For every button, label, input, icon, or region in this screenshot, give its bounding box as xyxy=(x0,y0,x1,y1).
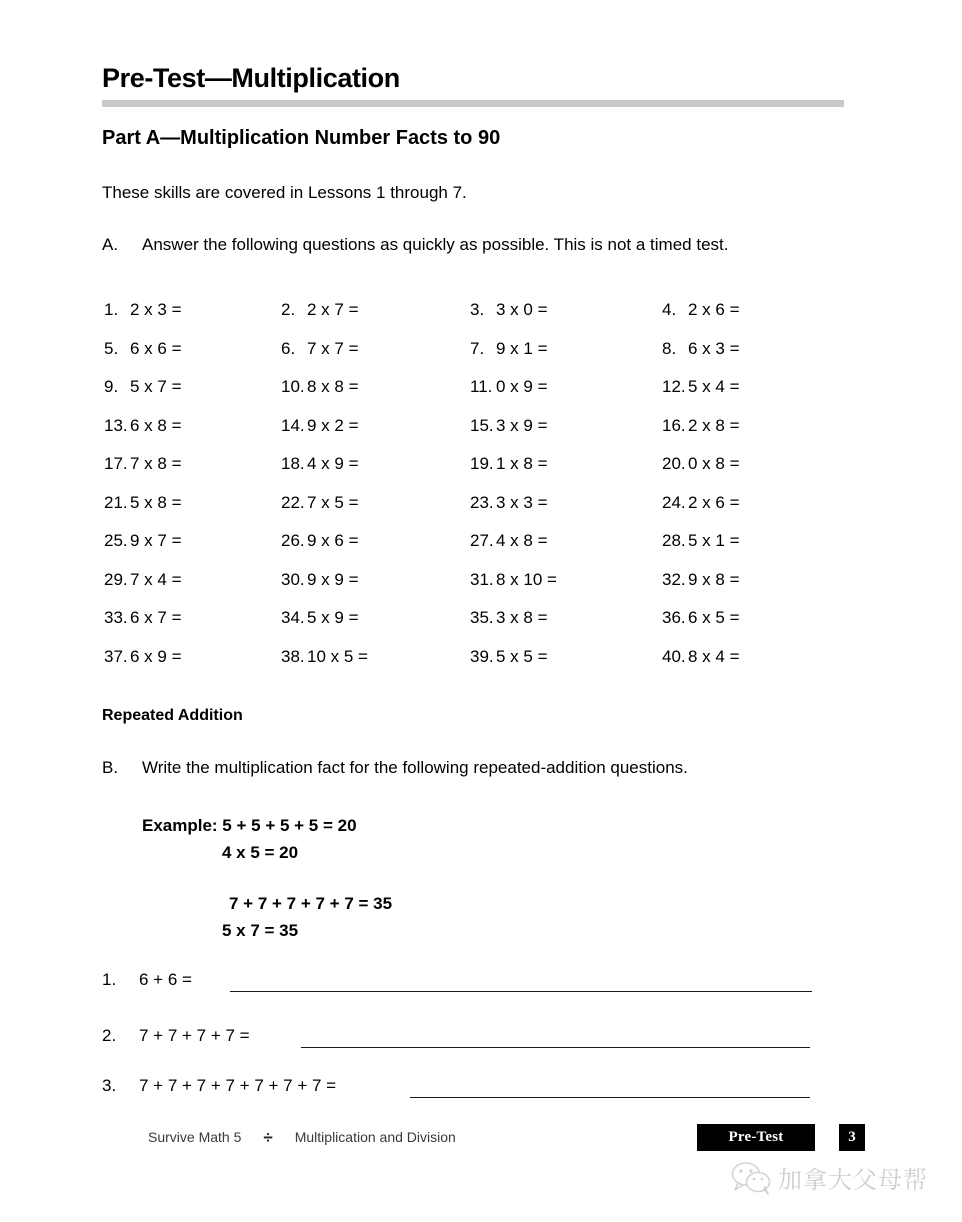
instruction-b-letter: B. xyxy=(102,758,119,777)
footer-series-title: Survive Math 5 xyxy=(148,1129,242,1145)
fact-item[interactable] xyxy=(104,570,182,590)
fact-item[interactable] xyxy=(662,416,740,436)
fact-item[interactable] xyxy=(281,300,359,320)
fact-number: 11. xyxy=(470,377,493,396)
fact-number: 29. xyxy=(104,569,128,589)
skills-coverage-note: These skills are covered in Lessons 1 through 7. xyxy=(102,183,467,202)
watermark-text: 加拿大父母帮 xyxy=(778,1166,928,1194)
fact-expression: 5 x 9 = xyxy=(307,608,359,627)
example-addition-line: Example: 5 + 5 + 5 + 5 = 20 xyxy=(142,816,357,835)
fact-number: 15. xyxy=(470,415,494,435)
addition-question-number: 2. xyxy=(102,1026,117,1045)
fact-item[interactable] xyxy=(470,377,548,397)
fact-expression: 6 x 6 = xyxy=(130,338,182,358)
fact-item[interactable] xyxy=(662,300,740,320)
facts-row xyxy=(104,570,864,609)
fact-number: 40. xyxy=(662,646,686,666)
facts-row xyxy=(104,416,864,455)
fact-item[interactable] xyxy=(104,339,182,359)
fact-expression: 0 x 8 = xyxy=(688,454,740,473)
fact-number: 9. xyxy=(104,377,119,396)
instruction-a-text: Answer the following questions as quickly as possible. This is not a timed test. xyxy=(142,235,729,254)
instruction-b xyxy=(102,758,688,778)
fact-item[interactable] xyxy=(470,339,548,359)
footer-topic: Multiplication and Division xyxy=(294,1129,456,1145)
pre-test-badge: Pre-Test xyxy=(697,1124,815,1151)
footer-caption xyxy=(148,1128,456,1148)
fact-item[interactable] xyxy=(104,454,182,474)
fact-number: 27. xyxy=(470,531,494,550)
fact-item[interactable] xyxy=(470,300,548,320)
fact-expression: 3 x 0 = xyxy=(496,300,548,319)
fact-item[interactable] xyxy=(470,647,548,667)
fact-expression: 7 x 7 = xyxy=(307,338,359,358)
fact-item[interactable] xyxy=(104,416,182,436)
addition-question-expression: 7 + 7 + 7 + 7 + 7 + 7 + 7 = xyxy=(139,1076,337,1095)
facts-row xyxy=(104,647,864,686)
fact-expression: 8 x 4 = xyxy=(688,646,740,666)
facts-row xyxy=(104,531,864,570)
fact-expression: 9 x 2 = xyxy=(307,415,359,435)
fact-number: 10. xyxy=(281,377,305,396)
fact-item[interactable] xyxy=(470,608,548,628)
fact-number: 21. xyxy=(104,492,128,512)
fact-expression: 6 x 9 = xyxy=(130,646,182,666)
fact-expression: 5 x 4 = xyxy=(688,377,740,396)
fact-number: 22. xyxy=(281,492,305,512)
fact-number: 8. xyxy=(662,338,677,358)
answer-blank-line[interactable] xyxy=(410,1097,810,1098)
example-spacer xyxy=(142,866,392,890)
multiplication-facts-grid xyxy=(104,300,864,685)
fact-number: 26. xyxy=(281,531,305,550)
fact-item[interactable] xyxy=(470,416,548,436)
addition-question-row xyxy=(102,1076,336,1096)
facts-row xyxy=(104,339,864,378)
fact-number: 2. xyxy=(281,300,296,319)
answer-blank-line[interactable] xyxy=(301,1047,810,1048)
fact-expression: 9 x 7 = xyxy=(130,531,182,550)
fact-expression: 6 x 8 = xyxy=(130,415,182,435)
fact-number: 18. xyxy=(281,454,305,473)
addition-question-number: 3. xyxy=(102,1076,117,1095)
fact-expression: 0 x 9 = xyxy=(496,377,548,396)
fact-number: 12. xyxy=(662,377,686,396)
fact-item[interactable] xyxy=(104,493,182,513)
fact-number: 20. xyxy=(662,454,686,473)
fact-item[interactable] xyxy=(281,493,359,513)
fact-item[interactable] xyxy=(662,531,740,551)
divide-icon: ÷ xyxy=(263,1128,273,1147)
addition-question-expression: 6 + 6 = xyxy=(139,970,192,989)
fact-item[interactable] xyxy=(281,531,359,551)
fact-number: 25. xyxy=(104,531,128,550)
fact-expression: 5 x 7 = xyxy=(130,377,182,396)
fact-expression: 8 x 10 = xyxy=(496,569,557,589)
fact-expression: 5 x 8 = xyxy=(130,492,182,512)
example-multiplication-line-2: 5 x 7 = 35 xyxy=(222,921,299,940)
fact-expression: 9 x 1 = xyxy=(496,338,548,358)
fact-expression: 2 x 8 = xyxy=(688,415,740,435)
fact-item[interactable] xyxy=(470,493,548,513)
fact-item[interactable] xyxy=(281,339,359,359)
fact-item[interactable] xyxy=(281,570,359,590)
fact-expression: 5 x 1 = xyxy=(688,531,740,550)
fact-item[interactable] xyxy=(662,493,740,513)
fact-expression: 7 x 5 = xyxy=(307,492,359,512)
fact-number: 33. xyxy=(104,608,128,627)
fact-item[interactable] xyxy=(662,339,740,359)
fact-number: 1. xyxy=(104,300,119,319)
fact-number: 37. xyxy=(104,646,128,666)
addition-question-number: 1. xyxy=(102,970,117,989)
fact-number: 28. xyxy=(662,531,686,550)
example-block xyxy=(142,812,392,944)
fact-expression: 8 x 8 = xyxy=(307,377,359,396)
fact-number: 32. xyxy=(662,569,686,589)
fact-expression: 4 x 9 = xyxy=(307,454,359,473)
instruction-b-text: Write the multiplication fact for the following repeated-addition questions. xyxy=(142,758,688,777)
fact-expression: 9 x 6 = xyxy=(307,531,359,550)
fact-expression: 6 x 7 = xyxy=(130,608,182,627)
facts-row xyxy=(104,300,864,339)
fact-item[interactable] xyxy=(470,454,548,474)
fact-number: 30. xyxy=(281,569,305,589)
fact-item[interactable] xyxy=(662,377,740,397)
facts-row xyxy=(104,493,864,532)
fact-number: 24. xyxy=(662,492,686,512)
addition-question-row xyxy=(102,970,192,990)
title-rule-divider xyxy=(102,100,844,107)
fact-item[interactable] xyxy=(104,300,182,320)
facts-row xyxy=(104,377,864,416)
fact-item[interactable] xyxy=(470,570,557,590)
fact-item[interactable] xyxy=(104,531,182,551)
fact-expression: 2 x 7 = xyxy=(307,300,359,319)
fact-item[interactable] xyxy=(104,377,182,397)
fact-expression: 5 x 5 = xyxy=(496,646,548,666)
fact-item[interactable] xyxy=(104,647,182,667)
fact-expression: 2 x 3 = xyxy=(130,300,182,319)
fact-item[interactable] xyxy=(662,608,740,628)
fact-number: 23. xyxy=(470,492,494,512)
fact-number: 3. xyxy=(470,300,485,319)
fact-expression: 9 x 9 = xyxy=(307,569,359,589)
instruction-a xyxy=(102,235,728,255)
fact-number: 4. xyxy=(662,300,677,319)
example-addition-line-2: 7 + 7 + 7 + 7 + 7 = 35 xyxy=(229,894,393,913)
fact-expression: 3 x 8 = xyxy=(496,608,548,627)
instruction-a-letter: A. xyxy=(102,235,119,254)
fact-expression: 7 x 4 = xyxy=(130,569,182,589)
fact-number: 39. xyxy=(470,646,494,666)
fact-item[interactable] xyxy=(662,454,740,474)
fact-expression: 2 x 6 = xyxy=(688,492,740,512)
part-a-heading: Part A—Multiplication Number Facts to 90 xyxy=(102,127,501,149)
fact-number: 34. xyxy=(281,608,305,627)
fact-expression: 10 x 5 = xyxy=(307,646,368,666)
fact-item[interactable] xyxy=(662,647,740,667)
fact-item[interactable] xyxy=(104,608,182,628)
addition-question-row xyxy=(102,1026,250,1046)
page-title: Pre-Test—Multiplication xyxy=(102,63,400,93)
fact-number: 14. xyxy=(281,415,305,435)
fact-number: 13. xyxy=(104,415,128,435)
fact-number: 38. xyxy=(281,646,305,666)
fact-number: 5. xyxy=(104,338,119,358)
fact-expression: 6 x 3 = xyxy=(688,338,740,358)
fact-expression: 3 x 9 = xyxy=(496,415,548,435)
facts-row xyxy=(104,454,864,493)
repeated-addition-heading: Repeated Addition xyxy=(102,707,243,724)
facts-row xyxy=(104,608,864,647)
fact-expression: 6 x 5 = xyxy=(688,608,740,627)
fact-expression: 2 x 6 = xyxy=(688,300,740,319)
fact-item[interactable] xyxy=(281,647,368,667)
fact-number: 19. xyxy=(470,454,494,473)
addition-question-expression: 7 + 7 + 7 + 7 = xyxy=(139,1026,250,1045)
fact-number: 35. xyxy=(470,608,494,627)
fact-number: 17. xyxy=(104,454,128,473)
fact-expression: 9 x 8 = xyxy=(688,569,740,589)
fact-expression: 1 x 8 = xyxy=(496,454,548,473)
fact-expression: 3 x 3 = xyxy=(496,492,548,512)
example-multiplication-line: 4 x 5 = 20 xyxy=(222,843,299,862)
watermark xyxy=(730,1160,928,1195)
page-number-badge: 3 xyxy=(839,1124,865,1151)
fact-number: 16. xyxy=(662,415,686,435)
fact-item[interactable] xyxy=(662,570,740,590)
wechat-bubbles-icon xyxy=(730,1161,774,1195)
fact-item[interactable] xyxy=(470,531,548,551)
fact-item[interactable] xyxy=(281,377,359,397)
fact-number: 31. xyxy=(470,569,494,589)
fact-item[interactable] xyxy=(281,454,359,474)
fact-expression: 4 x 8 = xyxy=(496,531,548,550)
fact-expression: 7 x 8 = xyxy=(130,454,182,473)
fact-number: 36. xyxy=(662,608,686,627)
fact-item[interactable] xyxy=(281,608,359,628)
fact-item[interactable] xyxy=(281,416,359,436)
answer-blank-line[interactable] xyxy=(230,991,812,992)
fact-number: 7. xyxy=(470,338,485,358)
fact-number: 6. xyxy=(281,338,296,358)
